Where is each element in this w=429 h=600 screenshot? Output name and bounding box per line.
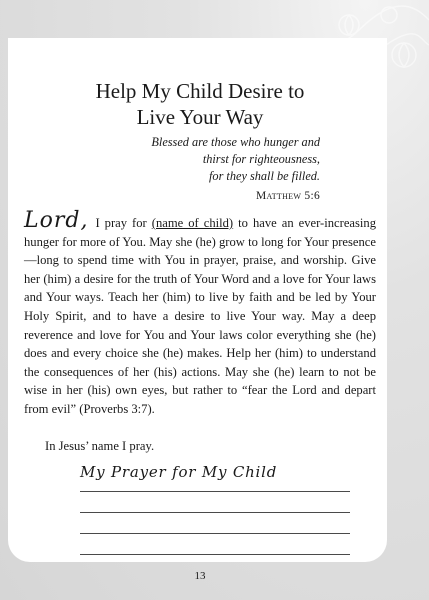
scripture-verse [120, 134, 320, 185]
dropcap-word: Lord, [24, 208, 89, 233]
page-number: 13 [194, 570, 206, 582]
child-name-placeholder: (name of child) [151, 216, 234, 230]
writing-line[interactable] [80, 533, 350, 534]
section-heading: My Prayer for My Child [80, 463, 278, 481]
writing-line[interactable] [80, 512, 350, 513]
closing-line: In Jesus’ name I pray. [45, 439, 155, 453]
page-title [0, 78, 400, 130]
verse-line: thirst for righteousness, [202, 152, 320, 166]
verse-reference: Matthew 5:6 [256, 190, 320, 202]
writing-line[interactable] [80, 554, 350, 555]
title-line: Help My Child Desire to [95, 79, 305, 103]
prayer-paragraph [24, 208, 376, 419]
title-line: Live Your Way [136, 105, 264, 129]
verse-line: Blessed are those who hunger and [151, 135, 320, 149]
prayer-text: to have an ever-increasing hunger for more of You. May she (he) grow to long for Your presence—long to spend time with You in prayer, praise, and worship. Give her (him) a desire for the truth of Your Word and a love for Your laws and Your ways. Teach her (him) to live by faith and be led by Your Holy Spirit, and to have a desire to live Your way. May a deep reverence and love for You and Your laws color everything she (he) does and every choice she (he) makes. Help her (him) to understand the consequences of her (his) actions. May she (he) learn to not be wise in her (his) own eyes, but rather to “fear the Lord and depart from evil” (Proverbs 3:7). [24, 216, 376, 416]
writing-line[interactable] [80, 491, 350, 492]
prayer-text: I pray for [90, 216, 152, 230]
verse-line: for they shall be filled. [209, 169, 320, 183]
